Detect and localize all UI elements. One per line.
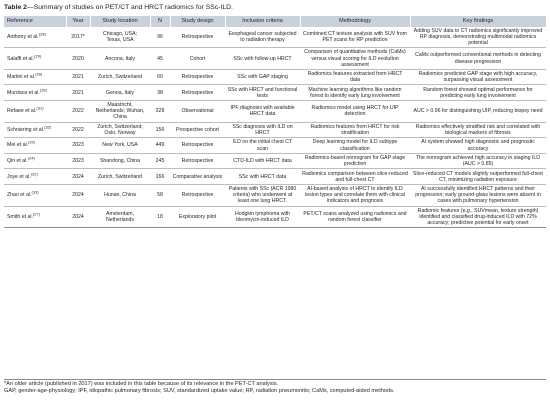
cell-reference	[4, 48, 66, 70]
cell-inclusion: SSc with HRCT data	[238, 173, 287, 180]
cell-design: Retrospective	[181, 158, 214, 165]
reference-number: (32)	[30, 170, 38, 176]
reference-number: (31)	[36, 105, 44, 111]
abbreviations: GAP, gender-age-physiology; IPF, idiopathic pulmonary fibrosis; SUV, standardized uptake value; RP, radiation pneumonitis; CaMs, computed-aided methods.	[4, 388, 395, 394]
cell-inclusion: ILD on the initial chest CT scan	[232, 139, 293, 152]
table-row	[4, 153, 546, 169]
cell-finding: The nomogram achieved high accuracy in staging ILD (AUC > 0.85)	[416, 155, 540, 168]
reference-name: Zhao et al.	[7, 192, 32, 199]
table-row	[4, 206, 546, 228]
cell-reference	[4, 184, 66, 206]
column-header: Methodology	[300, 16, 410, 27]
reference-name: Salaffi et al.	[7, 55, 35, 62]
table-row	[4, 101, 546, 123]
reference-number: (29)	[34, 52, 42, 58]
cell-location: Zurich, Switzerland; Oslo, Norway	[97, 123, 143, 136]
cell-inclusion: SSc diagnosis with ILD on HRCT	[232, 123, 293, 136]
cell-method: Radiomics model using HRCT for UIP detection	[311, 105, 399, 118]
table-row	[4, 138, 546, 154]
cell-year: 2023	[72, 142, 84, 149]
cell-location: Chicago, USA; Texas, USA	[102, 30, 138, 43]
reference-name: Refaee et al.	[7, 108, 37, 115]
table-body	[4, 27, 546, 228]
cell-inclusion: CTD-ILD with HRCT data	[233, 158, 292, 165]
cell-method: Comparison of quantitative methods (CaMs) versus visual scoring for ILD evolution assessment	[304, 49, 406, 68]
cell-finding: AI successfully identified HRCT patterns and their progression; early ground-glass lesions were absent in cases with pulmonary hypertension	[415, 186, 541, 205]
cell-year: 2021	[72, 89, 84, 96]
cell-design: Retrospective	[181, 192, 214, 199]
table-caption	[4, 4, 233, 12]
table-row	[4, 27, 546, 48]
cell-finding: AI system showed high diagnostic and prognostic accuracy	[421, 139, 535, 152]
cell-method: Radiomics features extracted from HRCT data	[307, 71, 403, 84]
cell-design: Retrospective	[181, 33, 214, 40]
cell-reference	[4, 101, 66, 123]
cell-inclusion: SSc with GAP staging	[237, 74, 288, 81]
cell-design: Retrospective	[181, 74, 214, 81]
table-title: —Summary of studies on PET/CT and HRCT radiomics for SSc-ILD.	[26, 4, 233, 11]
reference-number: (20)	[28, 139, 36, 145]
header-row	[4, 16, 546, 27]
cell-finding: CaMs outperformed conventional methods in detecting disease progression	[415, 52, 541, 65]
cell-year: 2017*	[71, 33, 85, 40]
reference-name: Qin et al.	[7, 158, 28, 165]
cell-n: 58	[157, 192, 163, 199]
cell-location: Ancona, Italy	[105, 55, 135, 62]
cell-n: 449	[155, 142, 165, 149]
cell-n: 328	[155, 108, 165, 115]
cell-year: 2022	[72, 126, 84, 133]
reference-number: (30)	[35, 71, 43, 77]
table-row	[4, 48, 546, 70]
cell-inclusion: IPF diagnosis with available HRCT data	[230, 105, 295, 118]
cell-method: Radiomics features from HRCT for risk stratification	[310, 123, 400, 136]
cell-reference	[4, 206, 66, 228]
cell-n: 45	[157, 55, 163, 62]
reference-number: (24)	[27, 155, 35, 161]
cell-n: 38	[157, 89, 163, 96]
cell-finding: Radiomics predicted GAP stage with high accuracy, surpassing visual assessment	[418, 71, 538, 84]
table-footer	[4, 379, 546, 395]
cell-n: 96	[157, 33, 163, 40]
table-row	[4, 169, 546, 185]
studies-table	[4, 16, 547, 228]
reference-name: Mei et al.	[7, 142, 29, 149]
cell-location: Hunan, China	[104, 192, 136, 199]
reference-name: Joye et al.	[7, 173, 31, 180]
cell-method: PET/CT scans analyzed using radiomics and random forest classifier	[303, 210, 407, 223]
cell-design: Exploratory pilot	[178, 213, 217, 220]
reference-name: Smith et al.	[7, 213, 33, 220]
cell-design: Comparative analysis	[172, 173, 223, 180]
reference-name: Murdaca et al.	[7, 89, 40, 96]
reference-number: (28)	[38, 31, 46, 37]
cell-reference	[4, 122, 66, 138]
cell-n: 60	[157, 74, 163, 81]
reference-number: (27)	[32, 211, 41, 217]
cell-location: Genoa, Italy	[106, 89, 134, 96]
cell-method: Combined CT texture analysis with SUV from PET scans for RP prediction	[303, 30, 407, 43]
cell-reference	[4, 169, 66, 185]
cell-finding: Adding SUV data to CT radiomics significantly improved RP diagnosis, demonstrating multimodal radiomics potential	[413, 27, 543, 46]
cell-inclusion: SSc with follow-up HRCT	[233, 55, 292, 62]
cell-reference	[4, 153, 66, 169]
cell-finding: AUC > 0.96 for distinguishing UIP, reducing biopsy need	[413, 108, 543, 115]
cell-n: 156	[155, 126, 165, 133]
cell-design: Observational	[181, 108, 214, 115]
cell-year: 2024	[72, 173, 84, 180]
column-header: N	[150, 16, 170, 27]
reference-name: Schniering et al.	[7, 126, 45, 133]
column-header: Inclusion criteria	[225, 16, 300, 27]
cell-location: Zurich, Switzerland	[97, 74, 143, 81]
cell-location: Shandong, China	[99, 158, 141, 165]
cell-design: Retrospective	[181, 89, 214, 96]
cell-method: Deep learning model for ILD subtype classification	[312, 139, 398, 152]
cell-location: Maastricht, Netherlands; Wuhan, China	[95, 102, 145, 121]
cell-reference	[4, 85, 66, 101]
cell-reference	[4, 27, 66, 48]
cell-finding: Random forest showed optimal performance for predicting early lung involvement	[423, 86, 533, 99]
table-label: Table 2	[4, 4, 27, 11]
column-header: Study location	[90, 16, 150, 27]
cell-reference	[4, 69, 66, 85]
cell-method: Machine learning algorithms like random forest to identify early lung involvement	[308, 86, 402, 99]
reference-number: (32)	[44, 124, 52, 130]
column-header: Year	[66, 16, 90, 27]
cell-n: 18	[157, 213, 163, 220]
table-row	[4, 184, 546, 206]
cell-inclusion: Hodgkin lymphoma with bleomycin-induced ILD	[234, 210, 291, 223]
table-header	[4, 16, 546, 27]
reference-number: (26)	[39, 86, 47, 92]
cell-year: 2024	[72, 192, 84, 199]
cell-finding: Slice-reduced CT models slightly outperformed full-chest CT, minimizing radiation exposure	[413, 170, 543, 183]
cell-method: Radiomics-based nomogram for GAP stage prediction	[304, 155, 406, 168]
cell-method: Radiomics comparison between slice-reduced and full-chest CT	[302, 170, 408, 183]
reference-name: Anthony et al.	[7, 33, 39, 40]
table-row	[4, 85, 546, 101]
cell-design: Prospective cohort	[176, 126, 219, 133]
cell-year: 2021	[72, 74, 84, 81]
cell-year: 2022	[72, 108, 84, 115]
column-header: Study design	[170, 16, 225, 27]
cell-inclusion: SSc with HRCT and functional tests	[227, 86, 298, 99]
table-row	[4, 122, 546, 138]
table-row	[4, 69, 546, 85]
column-header: Key findings	[410, 16, 546, 27]
cell-finding: Radiomics effectively stratified risk and correlated with biological markers of fibrosis	[415, 123, 541, 136]
cell-inclusion: Esophageal cancer subjected to radiation therapy	[228, 30, 297, 43]
column-header: Reference	[4, 16, 66, 27]
reference-name: Martini et al.	[7, 74, 36, 81]
cell-inclusion: Patients with SSc (ACR 1980 criteria) who underwent at least one lung HRCT.	[228, 186, 297, 205]
cell-n: 166	[155, 173, 165, 180]
cell-location: New York, USA	[102, 142, 138, 149]
cell-design: Retrospective	[181, 142, 214, 149]
reference-number: (33)	[31, 189, 39, 195]
cell-method: AI-based analysis of HRCT to identify ILD lesion types and correlate them with clinical indicators and prognosis	[305, 186, 405, 205]
cell-finding: Radiomic features (e.g., SUVmean, texture strength) identified and classified drug-induced ILD with 72% accuracy; predictive potential for early onset	[417, 207, 539, 226]
footnote: *An older article (published in 2017) was included in this table because of its relevance in the PET-CT analysis.	[4, 379, 546, 388]
cell-year: 2023	[72, 158, 84, 165]
cell-year: 2020	[72, 55, 84, 62]
cell-location: Zurich, Switzerland	[97, 173, 143, 180]
cell-design: Cohort	[189, 55, 206, 62]
cell-location: Amsterdam, Netherlands	[106, 210, 134, 223]
cell-reference	[4, 138, 66, 154]
cell-year: 2024	[72, 213, 84, 220]
cell-n: 245	[155, 158, 165, 165]
